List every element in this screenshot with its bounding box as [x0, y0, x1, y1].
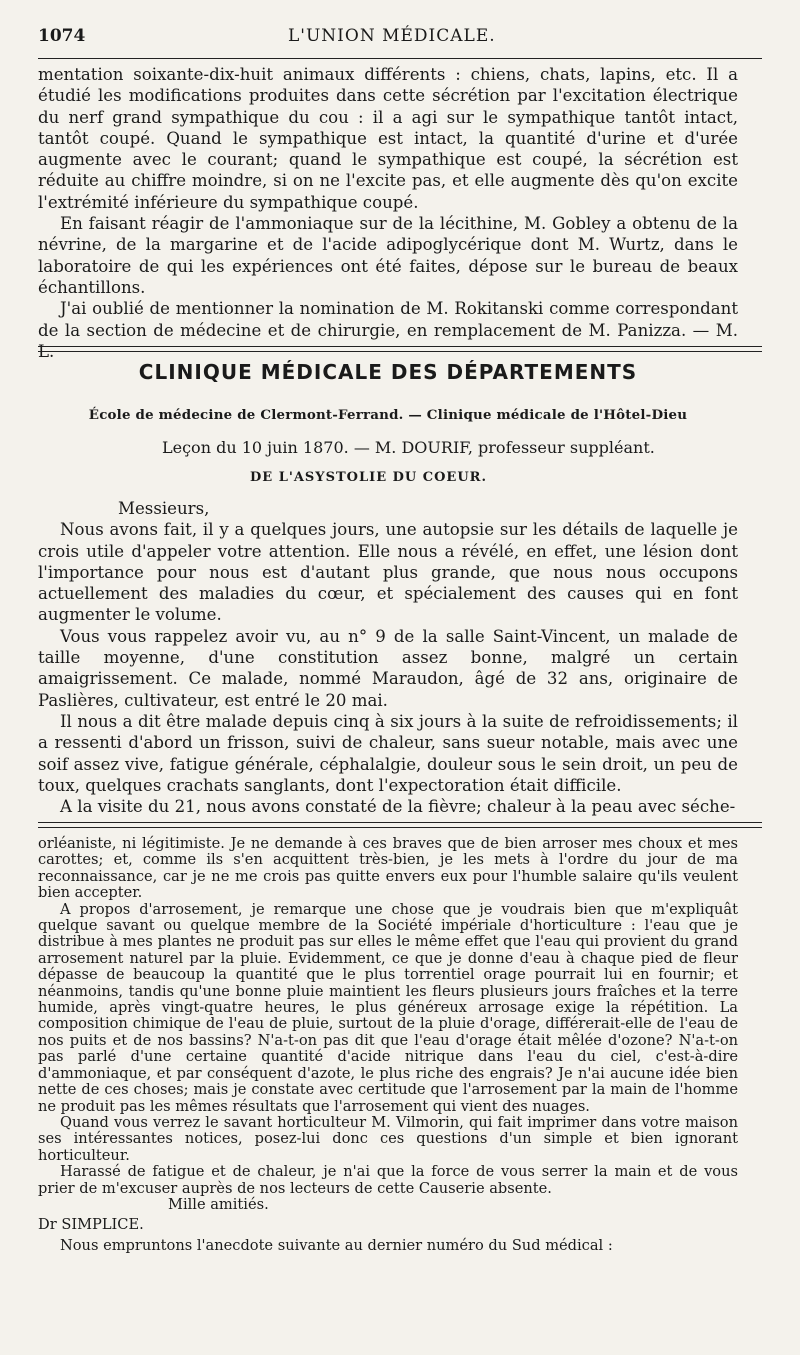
- intro-paragraph: En faisant réagir de l'ammoniaque sur de la lécithine, M. Gobley a obtenu de la névrine, de la margarine et de l'acide adipoglycérique dont M. Wurtz, dans le laboratoire de qui les expériences ont été faites, dépose sur le bureau de beaux échantillons.: [38, 214, 738, 297]
- school-heading: École de médecine de Clermont-Ferrand. — Clinique médicale de l'Hôtel-Dieu: [88, 407, 688, 423]
- signoff: Mille amitiés.: [168, 1195, 269, 1213]
- salutation: Messieurs,: [118, 499, 210, 518]
- intro-paragraph: mentation soixante-dix-huit animaux différents : chiens, chats, lapins, etc. Il a étudié les modifications produites dans cette sécrétion par l'excitation électrique du nerf grand sympathique du cou : il a agi sur le sympathique tantôt intact, tantôt coupé. Quand le sympathique est intact, la quantité d'urine et d'urée augmente avec le courant; quand le sympathique est coupé, la sécrétion est réduite au chiffre moindre, si on ne l'excite pas, et elle augmente dès qu'on excite l'extrémité inférieure du sympathique coupé.: [38, 65, 738, 212]
- feuilleton-paragraph: Harassé de fatigue et de chaleur, je n'ai que la force de vous serrer la main et de vous prier de m'excuser auprès de nos lecteurs de cette Causerie absente.: [38, 1163, 738, 1197]
- lecture-subtitle: DE L'ASYSTOLIE DU COEUR.: [250, 470, 488, 485]
- signature: Dr SIMPLICE.: [38, 1216, 144, 1234]
- section-title: CLINIQUE MÉDICALE DES DÉPARTEMENTS: [138, 360, 638, 384]
- feuilleton-divider: [38, 822, 762, 828]
- page-number: 1074: [38, 26, 86, 46]
- intro-paragraph: J'ai oublié de mentionner la nomination de M. Rokitanski comme correspondant de la section de médecine et de chirurgie, en remplacement de M. Panizza. — M. L.: [38, 299, 738, 361]
- lecture-paragraph: Nous avons fait, il y a quelques jours, une autopsie sur les détails de laquelle je crois utile d'appeler votre attention. Elle nous a révélé, en effet, une lésion dont l'importance pour nous est d'autant plus grande, que nous nous occupons actuellement des maladies du cœur, et spécialement des causes qui en font augmenter le volume.: [38, 520, 738, 625]
- lecture-paragraph: A la visite du 21, nous avons constaté de la fièvre; chaleur à la peau avec séche-: [60, 797, 736, 817]
- feuilleton-paragraph: A propos d'arrosement, je remarque une chose que je voudrais bien que m'expliquât quelque savant ou quelque membre de la Société impériale d'horticulture : l'eau que je distribue à mes plantes ne produit pas sur elles le même effet que l'eau qui provient du grand arrosement naturel par la pluie. Evidemment, ce que je donne d'eau à chaque pied de fleur dépasse de beaucoup la quantité que le plus torrentiel orage pourrait lui en fournir; et néanmoins, tandis qu'une bonne pluie maintient les fleurs plusieurs jours fraîches et la terre humide, après vingt-quatre heures, le plus généreux arrosage exige la répétition. La composition chimique de l'eau de pluie, surtout de la pluie d'orage, différerait-elle de l'eau de nos puits et de nos bassins? N'a-t-on pas dit que l'eau d'orage était mêlée d'ozone? N'a-t-on pas parlé d'une certaine quantité d'acide nitrique dans l'eau du ciel, c'est-à-dire d'ammoniaque, et par conséquent d'azote, le plus riche des engrais? Je n'ai aucune idée bien nette de ces choses; mais je constate avec certitude que l'arrosement par la main de l'homme ne produit pas les mêmes résultats que l'arrosement qui vient des nuages.: [38, 900, 738, 1115]
- running-title: L'UNION MÉDICALE.: [288, 26, 496, 46]
- page-header: [38, 26, 762, 56]
- lecture-text: [38, 498, 738, 817]
- intro-text: [38, 64, 738, 362]
- header-rule: [38, 58, 762, 59]
- lecture-paragraph: Il nous a dit être malade depuis cinq à six jours à la suite de refroidissements; il a ressenti d'abord un frisson, suivi de chaleur, sans sueur notable, mais avec une soif assez vive, fatigue générale, céphalalgie, douleur sous le sein droit, un peu de toux, quelques crachats sanglants, dont l'expectoration était difficile.: [38, 711, 738, 795]
- section-divider: [38, 346, 762, 352]
- closing-line: Nous empruntons l'anecdote suivante au dernier numéro du Sud médical :: [60, 1236, 613, 1254]
- feuilleton-text: [38, 836, 738, 1254]
- feuilleton-paragraph: Quand vous verrez le savant horticulteur M. Vilmorin, qui fait imprimer dans votre maison ses intéressantes notices, posez-lui donc ces questions d'un simple et bien ignorant horticulteur.: [38, 1113, 738, 1164]
- lecture-paragraph: Vous vous rappelez avoir vu, au n° 9 de la salle Saint-Vincent, un malade de taille moyenne, d'une constitution assez bonne, malgré un certain amaigrissement. Ce malade, nommé Maraudon, âgé de 32 ans, originaire de Paslières, cultivateur, est entré le 20 mai.: [38, 626, 738, 710]
- feuilleton-paragraph: orléaniste, ni légitimiste. Je ne demande à ces braves que de bien arroser mes choux et mes carottes; et, comme ils s'en acquittent très-bien, je les mets à l'ordre du jour de ma reconnaissance, car je ne me crois pas quitte envers eux pour l'humble salaire qu'ils veulent bien accepter.: [38, 835, 738, 902]
- lecon-line: Leçon du 10 juin 1870. — M. DOURIF, professeur suppléant.: [162, 438, 655, 457]
